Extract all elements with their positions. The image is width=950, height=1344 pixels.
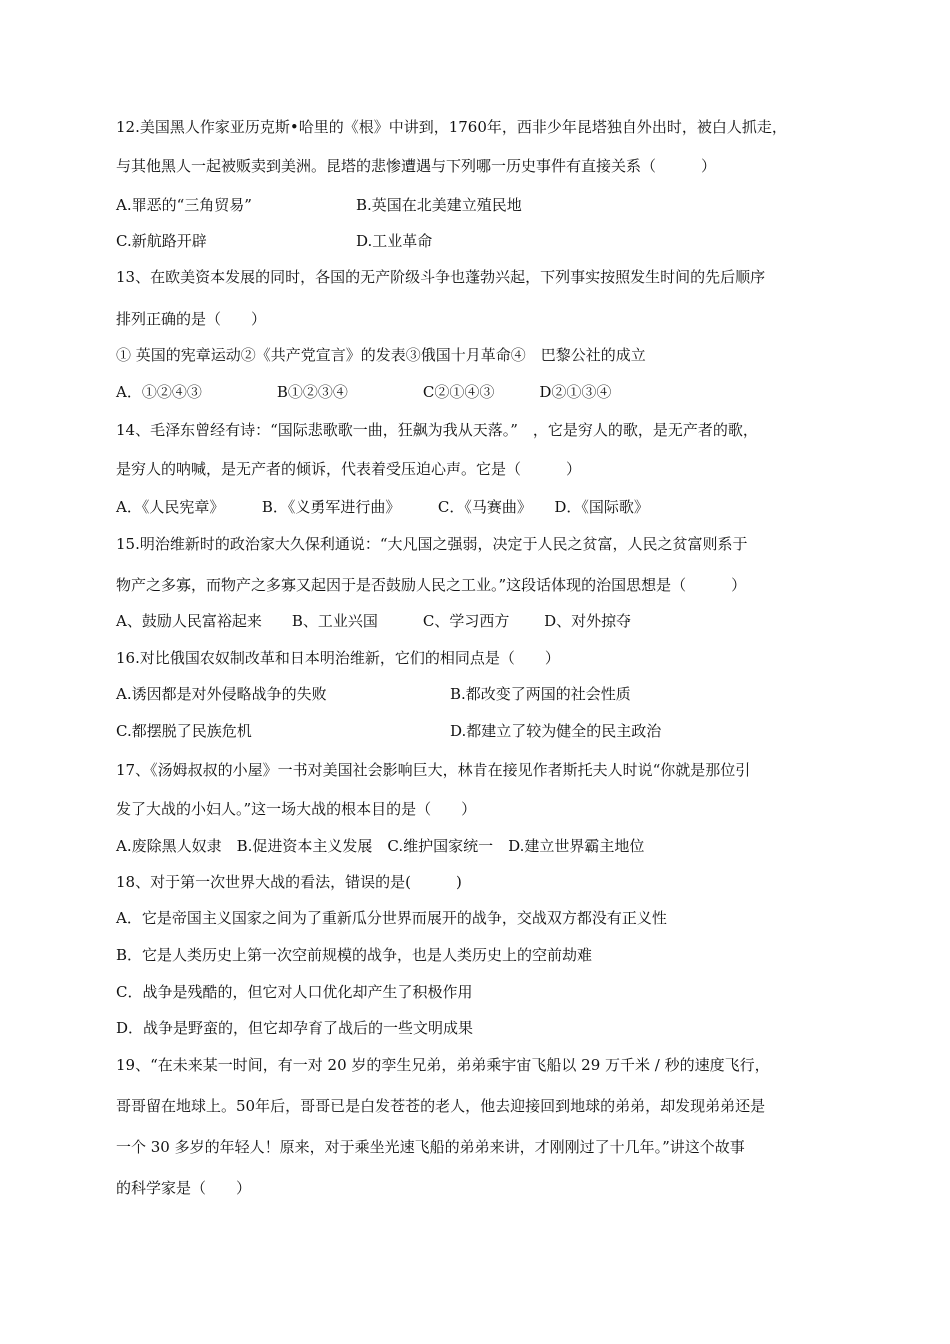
q13-stem-line-1: 13、在欧美资本发展的同时，各国的无产阶级斗争也蓬勃兴起，下列事实按照发生时间的先后顺序	[116, 268, 766, 286]
q17-stem-line-2: 发了大战的小妇人。”这一场大战的根本目的是（ ）	[116, 800, 477, 818]
q12-stem-line-2: 与其他黑人一起被贩卖到美洲。昆塔的悲惨遭遇与下列哪一历史事件有直接关系（ ）	[116, 157, 717, 175]
q12-option-c: C.新航路开辟	[116, 232, 207, 250]
q18-option-b: B．它是人类历史上第一次空前规模的战争，也是人类历史上的空前劫难	[116, 946, 593, 964]
q16-option-b: B.都改变了两国的社会性质	[450, 685, 631, 703]
q12-stem-line-1: 12.美国黑人作家亚历克斯•哈里的《根》中讲到，1760年，西非少年昆塔独自外出时，被白人抓走，	[116, 118, 787, 136]
q18-option-c: C．战争是残酷的，但它对人口优化却产生了积极作用	[116, 983, 473, 1001]
q16-options-row-2	[116, 721, 661, 741]
q13-events: ① 英国的宪章运动②《共产党宣言》的发表③俄国十月革命④ 巴黎公社的成立	[116, 346, 646, 364]
q15-stem-line-2: 物产之多寡，而物产之多寡又起因于是否鼓励人民之工业。”这段话体现的治国思想是（ ）	[116, 576, 747, 594]
q19-stem-line-3: 一个 30 多岁的年轻人！原来，对于乘坐光速飞船的弟弟来讲，才刚刚过了十几年。”讲这个故事	[116, 1138, 745, 1156]
q18-option-d: D．战争是野蛮的，但它却孕育了战后的一些文明成果	[116, 1019, 474, 1037]
q15-options: A、鼓励人民富裕起来 B、工业兴国 C、学习西方 D、对外掠夺	[116, 612, 632, 630]
q12-options-row-2	[116, 231, 432, 251]
q13-options: A．①②④③ B①②③④ C②①④③ D②①③④	[116, 383, 612, 401]
q14-options: A．《人民宪章》 B．《义勇军进行曲》 C．《马赛曲》 D．《国际歌》	[116, 498, 649, 516]
q17-stem-line-1: 17、《汤姆叔叔的小屋》一书对美国社会影响巨大，林肯在接见作者斯托夫人时说“你就是那位引	[116, 761, 751, 779]
q18-stem: 18、对于第一次世界大战的看法，错误的是( )	[116, 873, 462, 891]
q19-stem-line-1: 19、“在未来某一时间，有一对 20 岁的孪生兄弟，弟弟乘宇宙飞船以 29 万千米 / 秒的速度飞行，	[116, 1056, 770, 1074]
q13-stem-line-2: 排列正确的是（ ）	[116, 310, 267, 328]
q12-option-b: B.英国在北美建立殖民地	[356, 196, 522, 214]
q16-option-d: D.都建立了较为健全的民主政治	[450, 722, 662, 740]
q18-option-a: A．它是帝国主义国家之间为了重新瓜分世界而展开的战争，交战双方都没有正义性	[116, 909, 667, 927]
q14-stem-line-1: 14、毛泽东曾经有诗：“国际悲歌歌一曲，狂飙为我从天落。” ，它是穷人的歌，是无产者的歌，	[116, 421, 758, 439]
q12-option-d: D.工业革命	[356, 232, 433, 250]
q16-stem: 16.对比俄国农奴制改革和日本明治维新，它们的相同点是（ ）	[116, 649, 560, 667]
q12-options-row-1	[116, 195, 522, 215]
q17-options: A.废除黑人奴隶 B.促进资本主义发展 C.维护国家统一 D.建立世界霸主地位	[116, 837, 645, 855]
q14-stem-line-2: 是穷人的呐喊，是无产者的倾诉，代表着受压迫心声。它是（ ）	[116, 460, 582, 478]
q15-stem-line-1: 15.明治维新时的政治家大久保利通说：“大凡国之强弱，决定于人民之贫富，人民之贫富则系于	[116, 535, 748, 553]
q16-option-c: C.都摆脱了民族危机	[116, 722, 252, 740]
q19-stem-line-4: 的科学家是（ ）	[116, 1179, 252, 1197]
q19-stem-line-2: 哥哥留在地球上。50年后，哥哥已是白发苍苍的老人，他去迎接回到地球的弟弟，却发现弟弟还是	[116, 1097, 766, 1115]
q12-option-a: A.罪恶的“三角贸易”	[116, 196, 252, 214]
q16-options-row-1	[116, 684, 631, 704]
q16-option-a: A.诱因都是对外侵略战争的失败	[116, 685, 327, 703]
